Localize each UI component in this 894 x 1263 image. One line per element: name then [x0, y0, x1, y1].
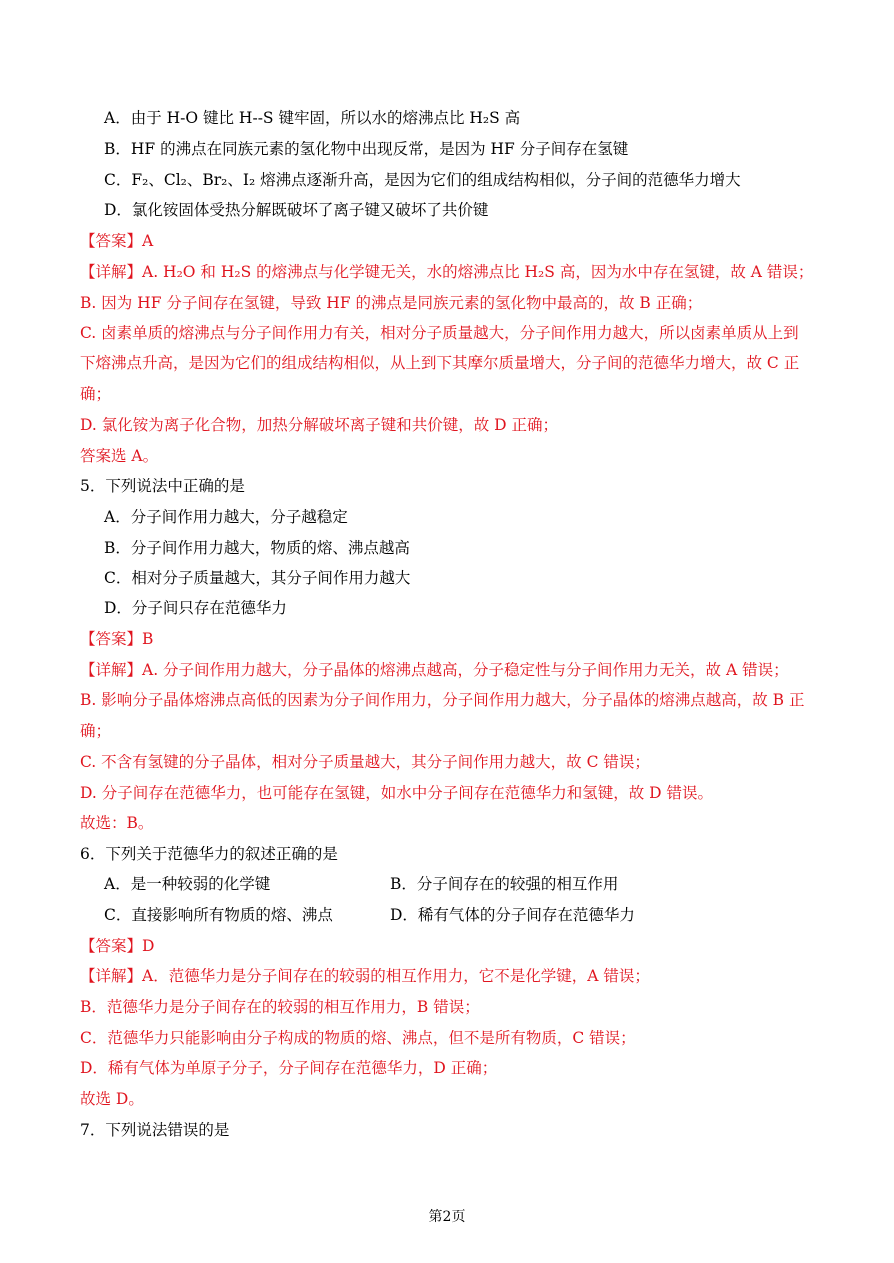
q4-detail-a: 【详解】A. H₂O 和 H₂S 的熔沸点与化学键无关，水的熔沸点比 H₂S 高，因为水中存在氢键，故 A 错误； [80, 263, 814, 281]
q4-option-c: C．F₂、Cl₂、Br₂、I₂ 熔沸点逐渐升高，是因为它们的组成结构相似，分子间的范德华力增大 [104, 171, 741, 189]
q5-detail-c: C. 不含有氢键的分子晶体，相对分子质量越大，其分子间作用力越大，故 C 错误； [80, 753, 650, 771]
q4-detail-c-line1: C. 卤素单质的熔沸点与分子间作用力有关，相对分子质量越大，分子间作用力越大，所以卤素单质从上到 [80, 324, 799, 342]
q5-option-c: C．相对分子质量越大，其分子间作用力越大 [104, 569, 411, 587]
q6-detail-b: B．范德华力是分子间存在的较弱的相互作用力，B 错误； [80, 998, 480, 1016]
q4-detail-c-line2: 下熔沸点升高，是因为它们的组成结构相似，从上到下其摩尔质量增大，分子间的范德华力增大，故 C 正 [80, 354, 800, 372]
q4-detail-c-line3: 确； [80, 385, 112, 403]
q6-answer: 【答案】D [80, 937, 155, 955]
q6-option-c: C．直接影响所有物质的熔、沸点 [104, 906, 333, 924]
q4-option-a: A．由于 H-O 键比 H--S 键牢固，所以水的熔沸点比 H₂S 高 [104, 109, 521, 127]
q5-detail-d: D. 分子间存在范德华力，也可能存在氢键，如水中分子间存在范德华力和氢键，故 D 错误。 [80, 784, 714, 802]
q5-detail-b-line2: 确； [80, 722, 112, 740]
q5-detail-b-line1: B. 影响分子晶体熔沸点高低的因素为分子间作用力，分子间作用力越大，分子晶体的熔沸点越高，故 B 正 [80, 691, 805, 709]
q5-choice: 故选：B。 [80, 814, 154, 832]
q6-option-d: D．稀有气体的分子间存在范德华力 [390, 906, 635, 924]
q5-option-d: D．分子间只存在范德华力 [104, 599, 287, 617]
q6-detail-d: D．稀有气体为单原子分子，分子间存在范德华力，D 正确； [80, 1059, 498, 1077]
q6-option-a: A．是一种较弱的化学键 [104, 875, 271, 893]
q4-option-d: D．氯化铵固体受热分解既破坏了离子键又破坏了共价键 [104, 201, 489, 219]
q7-stem: 7．下列说法错误的是 [80, 1121, 230, 1139]
q4-detail-d: D. 氯化铵为离子化合物，加热分解破坏离子键和共价键，故 D 正确； [80, 416, 559, 434]
q5-stem: 5．下列说法中正确的是 [80, 477, 245, 495]
q5-answer: 【答案】B [80, 630, 154, 648]
page-number: 第2页 [428, 1209, 466, 1225]
q6-choice: 故选 D。 [80, 1090, 144, 1108]
q6-stem: 6．下列关于范德华力的叙述正确的是 [80, 845, 338, 863]
q5-detail-a: 【详解】A. 分子间作用力越大，分子晶体的熔沸点越高，分子稳定性与分子间作用力无关，故 A 错误； [80, 661, 789, 679]
q5-option-a: A．分子间作用力越大，分子越稳定 [104, 508, 348, 526]
q6-detail-a: 【详解】A．范德华力是分子间存在的较弱的相互作用力，它不是化学键，A 错误； [80, 967, 650, 985]
q4-choice: 答案选 A。 [80, 447, 159, 465]
q4-answer: 【答案】A [80, 232, 154, 250]
q4-option-b: B．HF 的沸点在同族元素的氢化物中出现反常，是因为 HF 分子间存在氢键 [104, 140, 629, 158]
q5-option-b: B．分子间作用力越大，物质的熔、沸点越高 [104, 539, 410, 557]
q4-detail-b: B. 因为 HF 分子间存在氢键，导致 HF 的沸点是同族元素的氢化物中最高的，故 B 正确； [80, 294, 703, 312]
q6-option-b: B．分子间存在的较强的相互作用 [390, 875, 619, 893]
q6-detail-c: C．范德华力只能影响由分子构成的物质的熔、沸点，但不是所有物质，C 错误； [80, 1029, 636, 1047]
